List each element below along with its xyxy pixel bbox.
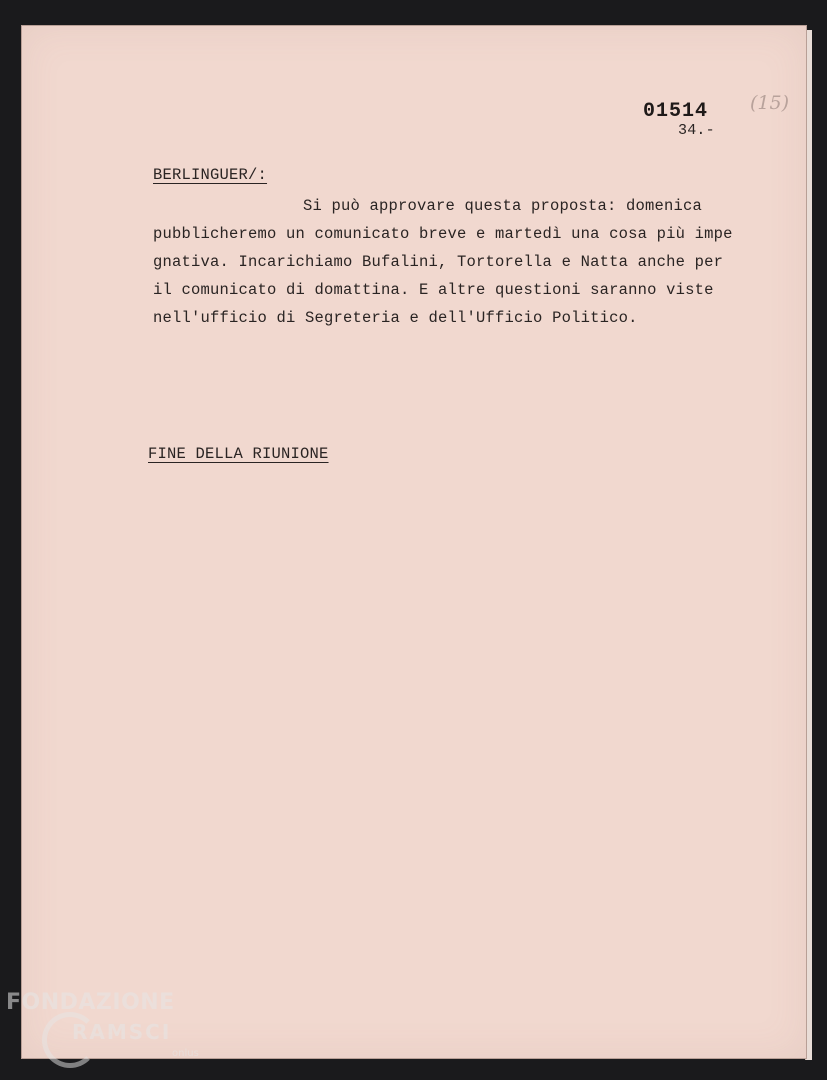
document-page (22, 26, 806, 1058)
page-edge (806, 30, 812, 1060)
body-line: pubblicheremo un comunicato breve e martedì una cosa più impe (153, 225, 733, 243)
page-number: 34.- (678, 122, 715, 139)
body-line: il comunicato di domattina. E altre questioni saranno viste (153, 281, 714, 299)
logo-line2: RAMSCI (72, 1020, 172, 1044)
logo-line1: FONDAZIONE (6, 990, 175, 1015)
closing-heading: FINE DELLA RIUNIONE (148, 445, 329, 463)
body-line: nell'ufficio di Segreteria e dell'Ufficio Politico. (153, 309, 638, 327)
body-line: Si può approvare questa proposta: domenica (303, 197, 703, 215)
speaker-heading: BERLINGUER/: (153, 166, 268, 184)
fondazione-gramsci-logo (6, 990, 206, 1070)
logo-sub: onlus (172, 1048, 199, 1059)
body-line: gnativa. Incarichiamo Bufalini, Tortorella e Natta anche per (153, 253, 724, 271)
handwritten-page-note: (15) (750, 92, 790, 114)
archive-number: 01514 (643, 100, 709, 123)
